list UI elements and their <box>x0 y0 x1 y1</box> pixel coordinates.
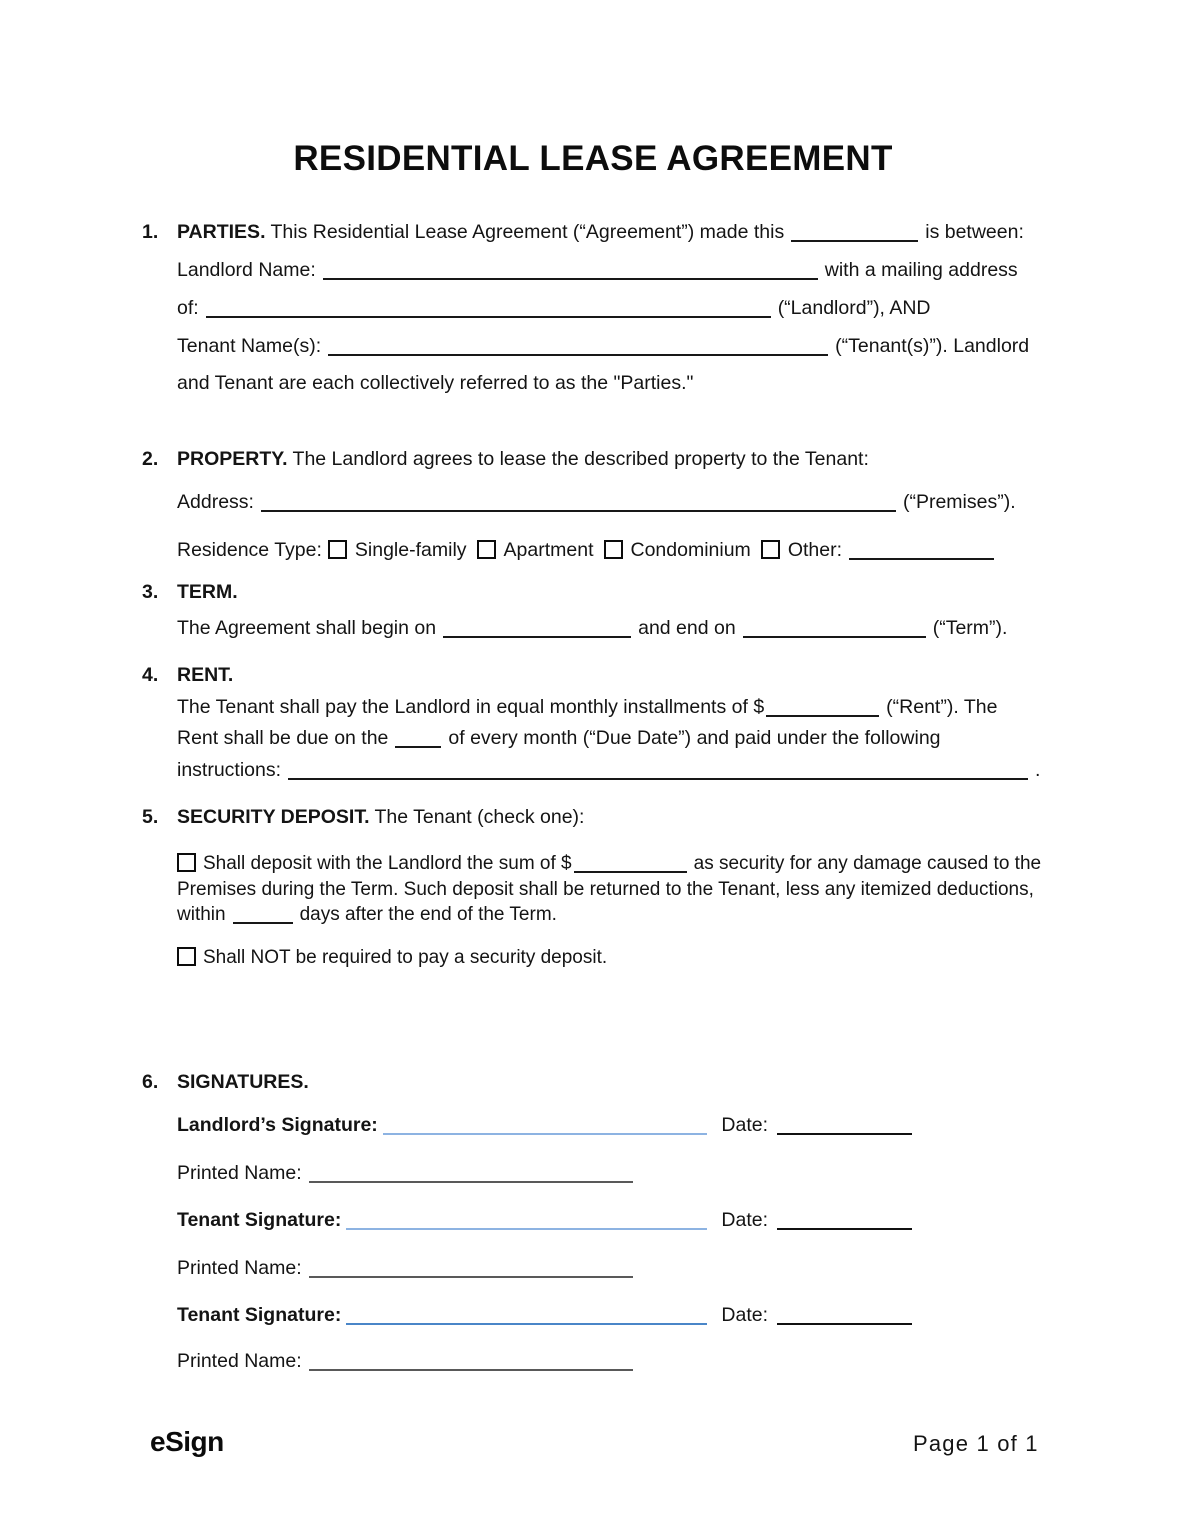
instructions-period: . <box>1035 759 1041 781</box>
rent-line-1 <box>177 695 997 719</box>
term-dates-line <box>177 616 1007 640</box>
term-heading: TERM. <box>177 581 238 603</box>
signatures-heading: SIGNATURES. <box>177 1071 309 1093</box>
section-number-signatures: 6. <box>142 1071 159 1093</box>
parties-line-3 <box>177 296 931 320</box>
landlord-signature-row <box>177 1113 912 1137</box>
landlord-date-field[interactable] <box>777 1113 912 1135</box>
apartment-label: Apartment <box>503 539 594 561</box>
single-family-label: Single-family <box>354 539 467 561</box>
mailing-address-text: with a mailing address <box>824 259 1018 281</box>
property-intro-text: The Landlord agrees to lease the described property to the Tenant: <box>292 448 869 470</box>
term-designation-text: (“Term”). <box>932 617 1008 639</box>
tenant1-signature-label: Tenant Signature: <box>177 1209 342 1231</box>
rent-heading-line <box>142 663 238 687</box>
parties-line-4 <box>177 334 1029 358</box>
tenant-names-field[interactable] <box>328 338 828 356</box>
due-day-field[interactable] <box>395 730 441 748</box>
landlord-printed-row <box>177 1161 633 1185</box>
signatures-heading-line <box>142 1070 314 1094</box>
property-address-line <box>177 490 1016 514</box>
deposit-amount-field[interactable] <box>574 855 687 873</box>
term-heading-line <box>142 580 243 604</box>
tenant1-date-field[interactable] <box>777 1208 912 1230</box>
deposit-return-days-field[interactable] <box>233 906 293 924</box>
term-end-date-field[interactable] <box>743 620 926 638</box>
other-checkbox[interactable] <box>761 540 780 559</box>
tenant1-printed-name-field[interactable] <box>309 1256 633 1278</box>
deposit-heading: SECURITY DEPOSIT. <box>177 806 370 828</box>
tenant2-date-field[interactable] <box>777 1303 912 1325</box>
page-title: RESIDENTIAL LEASE AGREEMENT <box>293 139 893 178</box>
of-label: of: <box>177 297 199 319</box>
deposit-option-2-text: Shall NOT be required to pay a security deposit. <box>203 947 608 968</box>
section-number-property: 2. <box>142 448 159 470</box>
other-label: Other: <box>787 539 842 561</box>
apartment-checkbox[interactable] <box>477 540 496 559</box>
parties-line-2 <box>177 258 1018 282</box>
deposit-heading-line <box>142 805 584 829</box>
landlord-name-field[interactable] <box>323 262 818 280</box>
tenant2-signature-field[interactable] <box>346 1303 707 1325</box>
property-heading: PROPERTY. <box>177 448 288 470</box>
section-number-term: 3. <box>142 581 159 603</box>
no-deposit-checkbox[interactable] <box>177 947 196 966</box>
deposit-intro-text: The Tenant (check one): <box>374 806 585 828</box>
deposit-option-1-text-a: Shall deposit with the Landlord the sum of $ <box>203 853 572 874</box>
property-address-field[interactable] <box>261 494 896 512</box>
tenant1-printed-name-label: Printed Name: <box>177 1257 302 1279</box>
landlord-signature-field[interactable] <box>383 1113 708 1135</box>
single-family-checkbox[interactable] <box>328 540 347 559</box>
rent-heading: RENT. <box>177 664 234 686</box>
landlord-name-label: Landlord Name: <box>177 259 316 281</box>
premises-designation-text: (“Premises”). <box>902 491 1016 513</box>
tenant1-signature-field[interactable] <box>346 1208 707 1230</box>
page-number-label: Page 1 of 1 <box>913 1431 1039 1456</box>
rent-line-3 <box>177 758 1040 782</box>
term-start-date-field[interactable] <box>443 620 631 638</box>
parties-closing-text: and Tenant are each collectively referred to as the "Parties." <box>177 372 694 394</box>
tenant2-signature-label: Tenant Signature: <box>177 1304 342 1326</box>
esign-logo: eSign <box>150 1426 224 1457</box>
landlord-signature-label: Landlord’s Signature: <box>177 1114 378 1136</box>
section-number-rent: 4. <box>142 664 159 686</box>
term-end-text: and end on <box>638 617 736 639</box>
deposit-option-1 <box>177 851 1062 928</box>
landlord-designation-text: (“Landlord”), AND <box>777 297 931 319</box>
deposit-option-1-text-c: days after the end of the Term. <box>299 904 557 925</box>
tenant1-printed-row <box>177 1256 633 1280</box>
landlord-printed-name-label: Printed Name: <box>177 1162 302 1184</box>
rent-amount-field[interactable] <box>766 699 879 717</box>
residence-type-line <box>177 538 1001 562</box>
tenant-names-label: Tenant Name(s): <box>177 335 322 357</box>
rent-amount-text: The Tenant shall pay the Landlord in equal monthly installments of $ <box>177 696 765 718</box>
landlord-date-label: Date: <box>721 1114 768 1136</box>
due-date-text-a: Rent shall be due on the <box>177 727 389 749</box>
other-residence-field[interactable] <box>849 542 994 560</box>
parties-heading: PARTIES. <box>177 221 266 243</box>
condominium-label: Condominium <box>630 539 751 561</box>
instructions-label: instructions: <box>177 759 282 781</box>
landlord-printed-name-field[interactable] <box>309 1161 633 1183</box>
parties-intro-text: This Residential Lease Agreement (“Agreement”) made this <box>270 221 785 243</box>
tenant2-signature-row <box>177 1303 912 1327</box>
condominium-checkbox[interactable] <box>604 540 623 559</box>
parties-line-5 <box>177 371 693 395</box>
section-number-deposit: 5. <box>142 806 159 828</box>
due-date-text-b: of every month (“Due Date”) and paid under the following <box>448 727 941 749</box>
tenant2-date-label: Date: <box>721 1304 768 1326</box>
tenant-designation-text: (“Tenant(s)”). Landlord <box>835 335 1030 357</box>
tenant2-printed-name-field[interactable] <box>309 1349 633 1371</box>
address-label: Address: <box>177 491 254 513</box>
rent-line-2 <box>177 726 941 750</box>
parties-is-between-text: is between: <box>925 221 1024 243</box>
section-number-parties: 1. <box>142 221 159 243</box>
residence-type-label: Residence Type: <box>177 539 322 561</box>
tenant1-signature-row <box>177 1208 912 1232</box>
tenant2-printed-row <box>177 1349 633 1373</box>
deposit-option-1-text-b: as security for any damage caused to the Premises during the Term. Such deposit shall be returned to the Tenant, less any itemized deductions, within <box>177 853 1042 925</box>
property-line-1 <box>142 447 869 471</box>
tenant1-date-label: Date: <box>721 1209 768 1231</box>
payment-instructions-field[interactable] <box>288 762 1028 780</box>
parties-line-1 <box>142 220 1024 244</box>
term-begin-text: The Agreement shall begin on <box>177 617 437 639</box>
rent-designation-text: (“Rent”). The <box>886 696 998 718</box>
tenant2-printed-name-label: Printed Name: <box>177 1350 302 1372</box>
deposit-required-checkbox[interactable] <box>177 853 196 872</box>
deposit-option-2 <box>177 945 1062 971</box>
agreement-date-field[interactable] <box>791 224 918 242</box>
landlord-address-field[interactable] <box>206 300 771 318</box>
